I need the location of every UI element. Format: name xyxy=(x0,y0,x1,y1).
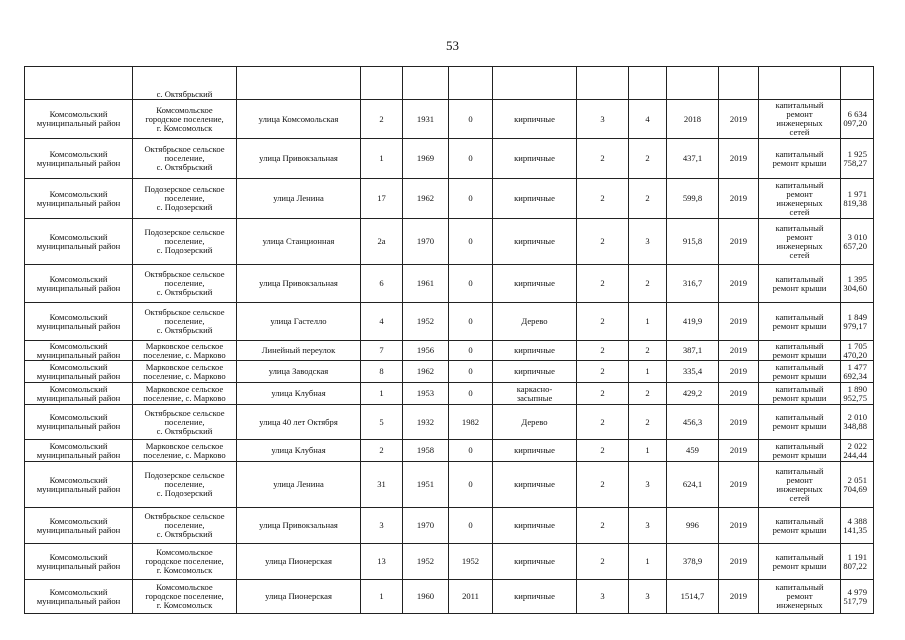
table-cell: 2 010 348,88 xyxy=(841,405,874,440)
table-cell: кирпичные xyxy=(493,219,577,265)
table-cell xyxy=(237,67,361,100)
table-cell: 2 xyxy=(577,440,629,462)
table-cell: улица Клубная xyxy=(237,440,361,462)
table-cell: капитальный ремонт инженерных сетей xyxy=(759,462,841,508)
table-cell: 2 xyxy=(629,383,667,405)
table-row xyxy=(25,179,874,219)
table-cell: Марковское сельское поселение, с. Марково xyxy=(133,440,237,462)
table-cell: улица Пионерская xyxy=(237,544,361,580)
table-cell: капитальный ремонт инженерных сетей xyxy=(759,100,841,139)
table-cell: Комсомольское городское поселение, г. Комсомольск xyxy=(133,100,237,139)
table-cell: кирпичные xyxy=(493,100,577,139)
table-cell: 2019 xyxy=(719,179,759,219)
table-cell: Октябрьское сельское поселение, с. Октябрьский xyxy=(133,265,237,303)
table-cell: 1 xyxy=(629,303,667,341)
table-row xyxy=(25,100,874,139)
table-cell: 0 xyxy=(449,179,493,219)
table-cell: 1 705 470,20 xyxy=(841,341,874,361)
table-cell: Октябрьское сельское поселение, с. Октябрьский xyxy=(133,508,237,544)
table-cell: 1952 xyxy=(449,544,493,580)
table-cell: 2 xyxy=(577,544,629,580)
table-cell: с. Октябрьский xyxy=(133,67,237,100)
table-cell: Марковское сельское поселение, с. Марково xyxy=(133,341,237,361)
table-cell: 2011 xyxy=(449,580,493,614)
table-cell xyxy=(629,67,667,100)
table-cell: улица Клубная xyxy=(237,383,361,405)
table-cell: 1960 xyxy=(403,580,449,614)
table-cell: кирпичные xyxy=(493,440,577,462)
table-cell: Дерево xyxy=(493,405,577,440)
table-cell: 3 xyxy=(629,462,667,508)
table-cell: Комсомольский муниципальный район xyxy=(25,544,133,580)
table-cell: 0 xyxy=(449,462,493,508)
table-row xyxy=(25,462,874,508)
table-cell: 6 634 097,20 xyxy=(841,100,874,139)
table-cell: улица Ленина xyxy=(237,179,361,219)
table-cell: 1961 xyxy=(403,265,449,303)
table-cell: 1953 xyxy=(403,383,449,405)
table-cell: Комсомольский муниципальный район xyxy=(25,508,133,544)
table-cell: улица Комсомольская xyxy=(237,100,361,139)
table-cell: 2019 xyxy=(719,462,759,508)
table-cell: 429,2 xyxy=(667,383,719,405)
table-cell: 0 xyxy=(449,383,493,405)
table-cell: улица 40 лет Октября xyxy=(237,405,361,440)
table-cell: 1 477 692,34 xyxy=(841,361,874,383)
table-cell: 915,8 xyxy=(667,219,719,265)
table-row xyxy=(25,508,874,544)
table-cell: 6 xyxy=(361,265,403,303)
table-cell: 4 979 517,79 xyxy=(841,580,874,614)
table-cell: 7 xyxy=(361,341,403,361)
table-cell xyxy=(719,67,759,100)
table-cell: 4 xyxy=(629,100,667,139)
table-cell: 0 xyxy=(449,100,493,139)
table-cell: Комсомольское городское поселение, г. Комсомольск xyxy=(133,580,237,614)
table-cell: 1 xyxy=(629,544,667,580)
table-cell: капитальный ремонт крыши xyxy=(759,361,841,383)
table-cell: Комсомольский муниципальный район xyxy=(25,139,133,179)
table-cell: кирпичные xyxy=(493,580,577,614)
table-cell: 387,1 xyxy=(667,341,719,361)
table-cell xyxy=(493,67,577,100)
table-cell: 3 xyxy=(361,508,403,544)
table-cell: 1970 xyxy=(403,508,449,544)
table-cell: 1952 xyxy=(403,303,449,341)
table-row xyxy=(25,544,874,580)
table-cell: 2018 xyxy=(667,100,719,139)
table-cell: 1 xyxy=(361,580,403,614)
table-cell: 2019 xyxy=(719,440,759,462)
table-cell: капитальный ремонт инженерных xyxy=(759,580,841,614)
table-row xyxy=(25,67,874,100)
table-cell: Комсомольский муниципальный район xyxy=(25,462,133,508)
table-cell: Комсомольский муниципальный район xyxy=(25,341,133,361)
table-cell: 599,8 xyxy=(667,179,719,219)
table-row xyxy=(25,361,874,383)
table-cell: Комсомольский муниципальный район xyxy=(25,100,133,139)
table-cell: 2 xyxy=(629,341,667,361)
table-cell: Комсомольский муниципальный район xyxy=(25,179,133,219)
table-cell: 2 xyxy=(361,440,403,462)
table-cell: 0 xyxy=(449,303,493,341)
table-cell: 2 xyxy=(577,405,629,440)
table-cell: улица Пионерская xyxy=(237,580,361,614)
table-cell xyxy=(759,67,841,100)
table-cell: 2019 xyxy=(719,303,759,341)
table-cell: 1 849 979,17 xyxy=(841,303,874,341)
table-cell xyxy=(667,67,719,100)
table-cell: кирпичные xyxy=(493,361,577,383)
table-cell: 1956 xyxy=(403,341,449,361)
table-cell: 0 xyxy=(449,265,493,303)
table-cell: 2019 xyxy=(719,265,759,303)
table-cell: 2 xyxy=(577,361,629,383)
table-cell: 1514,7 xyxy=(667,580,719,614)
table-cell: 996 xyxy=(667,508,719,544)
table-cell: 1952 xyxy=(403,544,449,580)
table-cell: 2019 xyxy=(719,341,759,361)
table-cell: 1 925 758,27 xyxy=(841,139,874,179)
table-cell: Марковское сельское поселение, с. Марково xyxy=(133,361,237,383)
table-cell: капитальный ремонт крыши xyxy=(759,383,841,405)
table-cell: капитальный ремонт крыши xyxy=(759,139,841,179)
table-cell: кирпичные xyxy=(493,179,577,219)
table-cell: 0 xyxy=(449,341,493,361)
table-cell: капитальный ремонт инженерных сетей xyxy=(759,219,841,265)
table-cell: 2а xyxy=(361,219,403,265)
table-cell: улица Заводская xyxy=(237,361,361,383)
table-cell: 31 xyxy=(361,462,403,508)
table-cell: улица Станционная xyxy=(237,219,361,265)
table-cell: 419,9 xyxy=(667,303,719,341)
table-cell: 2 xyxy=(577,462,629,508)
table-cell: кирпичные xyxy=(493,265,577,303)
table-cell: 2 xyxy=(361,100,403,139)
table-cell: капитальный ремонт крыши xyxy=(759,405,841,440)
table-row xyxy=(25,265,874,303)
table-cell: кирпичные xyxy=(493,462,577,508)
table-row xyxy=(25,580,874,614)
table-body xyxy=(25,67,874,614)
table-row xyxy=(25,341,874,361)
table-cell: 2 051 704,69 xyxy=(841,462,874,508)
table-row xyxy=(25,219,874,265)
table-cell: Подозерское сельское поселение, с. Подозерский xyxy=(133,462,237,508)
table-cell: 624,1 xyxy=(667,462,719,508)
table-cell: капитальный ремонт крыши xyxy=(759,265,841,303)
table-cell: 2019 xyxy=(719,405,759,440)
table-cell: 3 xyxy=(577,100,629,139)
table-cell: 2 xyxy=(577,265,629,303)
table-cell: 2019 xyxy=(719,544,759,580)
table-cell: 1 xyxy=(361,139,403,179)
table-cell: 8 xyxy=(361,361,403,383)
table-cell: 2019 xyxy=(719,580,759,614)
table-cell: 0 xyxy=(449,440,493,462)
table-cell: 1982 xyxy=(449,405,493,440)
table-cell: кирпичные xyxy=(493,508,577,544)
table-cell: капитальный ремонт крыши xyxy=(759,544,841,580)
table-row xyxy=(25,440,874,462)
table-cell: 1 xyxy=(361,383,403,405)
table-cell: Октябрьское сельское поселение, с. Октябрьский xyxy=(133,303,237,341)
table-cell: 1 xyxy=(629,440,667,462)
table-cell: 0 xyxy=(449,508,493,544)
table-cell: 1951 xyxy=(403,462,449,508)
table-cell: улица Гастелло xyxy=(237,303,361,341)
table-cell: 1969 xyxy=(403,139,449,179)
table-cell: Подозерское сельское поселение, с. Подозерский xyxy=(133,219,237,265)
table-cell xyxy=(449,67,493,100)
table-cell: капитальный ремонт крыши xyxy=(759,341,841,361)
table-cell: 1 971 819,38 xyxy=(841,179,874,219)
table-cell: 0 xyxy=(449,361,493,383)
table-cell: Подозерское сельское поселение, с. Подозерский xyxy=(133,179,237,219)
table-cell: Комсомольское городское поселение, г. Комсомольск xyxy=(133,544,237,580)
table-cell: капитальный ремонт крыши xyxy=(759,508,841,544)
table-cell: улица Привокзальная xyxy=(237,139,361,179)
table-cell: 3 xyxy=(577,580,629,614)
table-cell: капитальный ремонт инженерных сетей xyxy=(759,179,841,219)
table-cell: 1962 xyxy=(403,179,449,219)
table-cell: 316,7 xyxy=(667,265,719,303)
table-cell: Линейный переулок xyxy=(237,341,361,361)
page-number: 53 xyxy=(446,38,459,53)
table-cell: 3 xyxy=(629,219,667,265)
table-cell: кирпичные xyxy=(493,544,577,580)
table-cell: 2 xyxy=(629,405,667,440)
table-cell: кирпичные xyxy=(493,341,577,361)
table-cell: 437,1 xyxy=(667,139,719,179)
table-cell: Комсомольский муниципальный район xyxy=(25,219,133,265)
table-cell: 3 xyxy=(629,580,667,614)
table-row xyxy=(25,383,874,405)
table-cell: Комсомольский муниципальный район xyxy=(25,303,133,341)
table-cell: 2 xyxy=(629,139,667,179)
table-cell: Октябрьское сельское поселение, с. Октябрьский xyxy=(133,405,237,440)
buildings-table xyxy=(24,66,874,614)
table-cell: 1931 xyxy=(403,100,449,139)
table-cell: 335,4 xyxy=(667,361,719,383)
table-cell xyxy=(841,67,874,100)
table-cell: 378,9 xyxy=(667,544,719,580)
table-cell: улица Привокзальная xyxy=(237,265,361,303)
table-cell: 2 xyxy=(629,265,667,303)
table-cell: Комсомольский муниципальный район xyxy=(25,580,133,614)
table-cell: 2 xyxy=(577,219,629,265)
table-cell: 4 xyxy=(361,303,403,341)
table-cell: 2 xyxy=(577,508,629,544)
table-cell: каркасно- засыпные xyxy=(493,383,577,405)
table-cell: 1 890 952,75 xyxy=(841,383,874,405)
table-cell: 2 xyxy=(577,179,629,219)
table-cell xyxy=(577,67,629,100)
table-row xyxy=(25,139,874,179)
table-cell: 13 xyxy=(361,544,403,580)
table-cell: 17 xyxy=(361,179,403,219)
table-cell: 1 xyxy=(629,361,667,383)
table-cell: Комсомольский муниципальный район xyxy=(25,265,133,303)
table-cell: 2019 xyxy=(719,139,759,179)
table-cell: 2 xyxy=(577,383,629,405)
table-cell: 1970 xyxy=(403,219,449,265)
table-cell: 3 010 657,20 xyxy=(841,219,874,265)
table-cell: 2019 xyxy=(719,383,759,405)
table-cell: 2019 xyxy=(719,219,759,265)
table-cell: 2 xyxy=(629,179,667,219)
table-cell: Комсомольский муниципальный район xyxy=(25,361,133,383)
table-cell xyxy=(25,67,133,100)
table-cell: 2019 xyxy=(719,100,759,139)
table-cell: капитальный ремонт крыши xyxy=(759,303,841,341)
table-cell: Комсомольский муниципальный район xyxy=(25,383,133,405)
table-row xyxy=(25,303,874,341)
table-cell: 2 xyxy=(577,341,629,361)
table-cell: 5 xyxy=(361,405,403,440)
table-cell: Дерево xyxy=(493,303,577,341)
table-cell: Октябрьское сельское поселение, с. Октябрьский xyxy=(133,139,237,179)
table-cell: Марковское сельское поселение, с. Марково xyxy=(133,383,237,405)
table-cell: 459 xyxy=(667,440,719,462)
table-cell: 4 388 141,35 xyxy=(841,508,874,544)
table-cell: 2 xyxy=(577,139,629,179)
table-cell: 3 xyxy=(629,508,667,544)
table-cell: 0 xyxy=(449,219,493,265)
table-cell: 1958 xyxy=(403,440,449,462)
table-cell xyxy=(361,67,403,100)
table-cell: 2 022 244,44 xyxy=(841,440,874,462)
table-cell: капитальный ремонт крыши xyxy=(759,440,841,462)
table-row xyxy=(25,405,874,440)
table-cell: улица Привокзальная xyxy=(237,508,361,544)
table-cell: 1932 xyxy=(403,405,449,440)
table-cell: улица Ленина xyxy=(237,462,361,508)
table-cell: 456,3 xyxy=(667,405,719,440)
table-cell xyxy=(403,67,449,100)
table-cell: 1 395 304,60 xyxy=(841,265,874,303)
table-cell: 2 xyxy=(577,303,629,341)
table-cell: кирпичные xyxy=(493,139,577,179)
table-cell: Комсомольский муниципальный район xyxy=(25,440,133,462)
table-cell: 2019 xyxy=(719,361,759,383)
table-cell: 0 xyxy=(449,139,493,179)
table-cell: 1962 xyxy=(403,361,449,383)
table-cell: 1 191 807,22 xyxy=(841,544,874,580)
table-cell: 2019 xyxy=(719,508,759,544)
table-cell: Комсомольский муниципальный район xyxy=(25,405,133,440)
